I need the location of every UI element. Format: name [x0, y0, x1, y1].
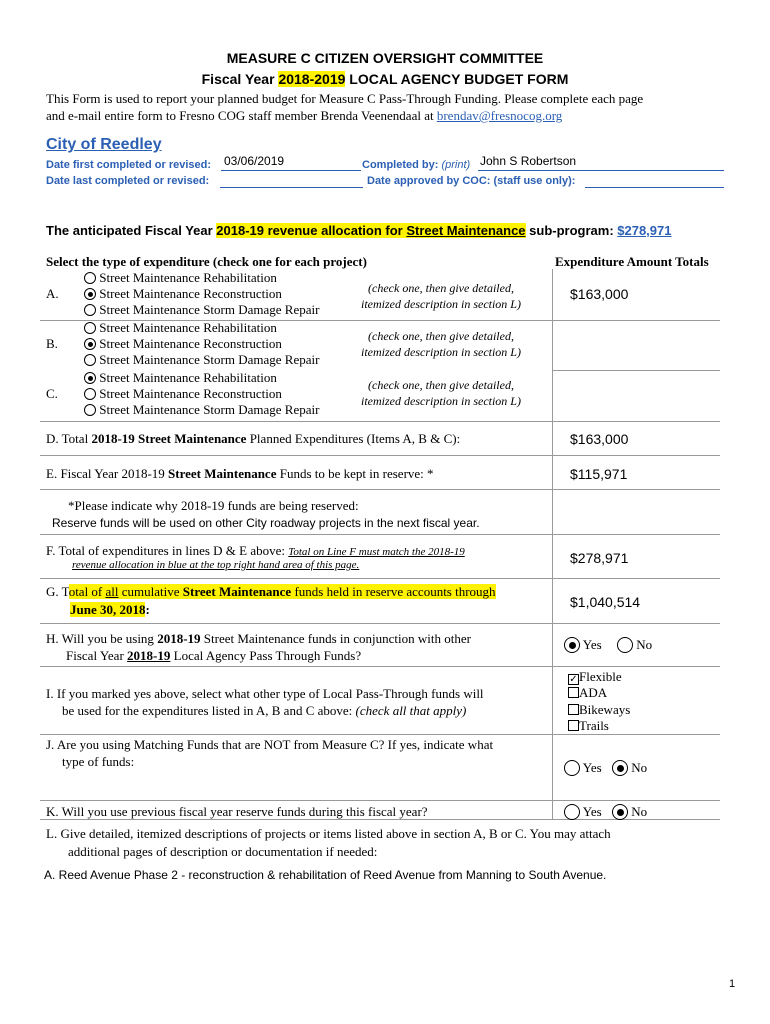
row-h-label: H. Will you be using 2018-19 Street Maintenance funds in conjunction with other Fiscal Year 2018-19 Local Agency Pass Through Funds?	[46, 631, 471, 663]
radio-icon	[84, 354, 96, 366]
row-divider	[40, 455, 720, 456]
select-header: Select the type of expenditure (check one for each project)	[46, 254, 367, 269]
row-k-yes-radio[interactable]: Yes	[564, 804, 602, 820]
date-approved-field[interactable]	[585, 173, 724, 188]
amount-header: Expenditure Amount Totals	[555, 254, 709, 269]
date-approved-label: Date approved by COC: (staff use only):	[367, 175, 576, 187]
row-g-date: June 30, 2018:	[70, 602, 150, 617]
radio-selected-icon	[612, 804, 628, 820]
intro-text: This Form is used to report your planned budget for Measure C Pass-Through Funding. Please complete each page and e-mail entire form to Fresno COG staff member Brenda Veenendaal at brendav@fresnocog.org	[46, 91, 644, 123]
checkbox-icon	[568, 704, 579, 715]
row-j-yes-radio[interactable]: Yes	[564, 760, 602, 776]
row-f-note: revenue allocation in blue at the top right hand area of this page.	[72, 559, 360, 571]
row-b-option-storm[interactable]: Street Maintenance Storm Damage Repair	[84, 352, 319, 368]
email-link[interactable]: brendav@fresnocog.org	[436, 108, 563, 123]
row-a-option-rehab[interactable]: Street Maintenance Rehabilitation	[84, 270, 277, 286]
fund-checkbox-flexible[interactable]: ✓Flexible	[569, 669, 622, 685]
row-b-note: (check one, then give detailed, itemized description in section L)	[361, 329, 521, 359]
row-j-label: J. Are you using Matching Funds that are NOT from Measure C? If yes, indicate what type of funds:	[46, 737, 494, 769]
radio-selected-icon	[612, 760, 628, 776]
revenue-allocation-line: The anticipated Fiscal Year 2018-19 revenue allocation for Street Maintenance sub-program: $278,971	[46, 223, 672, 238]
date-first-label: Date first completed or revised:	[46, 159, 212, 171]
date-last-label: Date last completed or revised:	[46, 175, 210, 187]
form-subtitle: Fiscal Year 2018-2019 LOCAL AGENCY BUDGET FORM	[201, 71, 569, 87]
radio-selected-icon	[564, 637, 580, 653]
checkbox-icon	[568, 687, 579, 698]
row-c-option-recon[interactable]: Street Maintenance Reconstruction	[84, 386, 282, 402]
radio-icon	[84, 304, 96, 316]
row-divider	[40, 800, 720, 801]
fund-checkbox-trails[interactable]: Trails	[568, 718, 609, 734]
row-divider	[40, 489, 720, 490]
row-h-yes-radio[interactable]: Yes	[564, 637, 602, 653]
date-first-field[interactable]: 03/06/2019	[221, 154, 361, 171]
row-divider	[40, 578, 720, 579]
radio-icon	[84, 404, 96, 416]
row-b-label: B.	[46, 336, 58, 351]
row-b-option-rehab[interactable]: Street Maintenance Rehabilitation	[84, 320, 277, 336]
reserve-answer[interactable]: Reserve funds will be used on other City roadway projects in the next fiscal year.	[52, 516, 480, 530]
row-divider	[40, 666, 720, 667]
fund-checkbox-bikeways[interactable]: Bikeways	[568, 702, 630, 718]
amount-b[interactable]	[553, 321, 720, 370]
row-e-label: E. Fiscal Year 2018-19 Street Maintenance Funds to be kept in reserve: *	[46, 466, 434, 481]
row-a-label: A.	[46, 286, 59, 301]
amount-a[interactable]: $163,000	[570, 286, 629, 302]
row-f-label: F. Total of expenditures in lines D & E above: Total on Line F must match the 2018-19	[46, 543, 465, 558]
amount-c[interactable]	[553, 371, 720, 421]
amount-g[interactable]: $1,040,514	[570, 594, 641, 610]
row-j-no-radio[interactable]: No	[612, 760, 647, 776]
checkbox-icon	[568, 720, 579, 731]
row-a-note: (check one, then give detailed, itemized description in section L)	[361, 281, 521, 311]
radio-selected-icon	[84, 288, 96, 300]
radio-selected-icon	[84, 372, 96, 384]
row-c-option-rehab[interactable]: Street Maintenance Rehabilitation	[84, 370, 277, 386]
radio-icon	[84, 322, 96, 334]
row-divider	[40, 534, 720, 535]
row-k-label: K. Will you use previous fiscal year reserve funds during this fiscal year?	[46, 804, 428, 819]
page-number: 1	[729, 978, 736, 990]
section-l-label: L. Give detailed, itemized descriptions of projects or items listed above in section A, B or C. You may attach additional pages of description or documentation if needed:	[46, 826, 611, 859]
row-b-option-recon[interactable]: Street Maintenance Reconstruction	[84, 336, 282, 352]
row-a-option-recon[interactable]: Street Maintenance Reconstruction	[84, 286, 282, 302]
radio-icon	[84, 388, 96, 400]
row-h-no-radio[interactable]: No	[617, 637, 652, 653]
revenue-amount: $278,971	[617, 223, 672, 238]
completed-by-label: Completed by: (print)	[362, 159, 471, 171]
row-divider	[40, 421, 720, 422]
checkbox-checked-icon: ✓	[569, 674, 578, 685]
reserve-question: *Please indicate why 2018-19 funds are being reserved:	[68, 498, 359, 513]
row-c-option-storm[interactable]: Street Maintenance Storm Damage Repair	[84, 402, 319, 418]
amount-f[interactable]: $278,971	[570, 550, 629, 566]
agency-name: City of Reedley	[46, 136, 162, 153]
amount-d[interactable]: $163,000	[570, 431, 629, 447]
fund-checkbox-ada[interactable]: ADA	[568, 685, 607, 701]
row-divider	[40, 623, 720, 624]
form-title: MEASURE C CITIZEN OVERSIGHT COMMITTEE	[226, 50, 544, 66]
row-k-no-radio[interactable]: No	[612, 804, 647, 820]
row-d-label: D. Total 2018-19 Street Maintenance Planned Expenditures (Items A, B & C):	[46, 431, 461, 446]
radio-icon	[564, 760, 580, 776]
radio-selected-icon	[84, 338, 96, 350]
date-last-field[interactable]	[220, 173, 363, 188]
row-a-option-storm[interactable]: Street Maintenance Storm Damage Repair	[84, 302, 319, 318]
completed-by-field[interactable]: John S Robertson	[478, 154, 724, 171]
radio-icon	[617, 637, 633, 653]
radio-icon	[84, 272, 96, 284]
row-c-label: C.	[46, 386, 58, 401]
radio-icon	[564, 804, 580, 820]
section-l-answer[interactable]: A. Reed Avenue Phase 2 - reconstruction & rehabilitation of Reed Avenue from Manning to South Avenue.	[44, 868, 607, 882]
row-i-label: I. If you marked yes above, select what other type of Local Pass-Through funds will be used for the expenditures listed in A, B and C above: (check all that apply)	[46, 686, 484, 718]
amount-e[interactable]: $115,971	[570, 466, 628, 482]
row-g-label: G. Total of all cumulative Street Maintenance funds held in reserve accounts through	[46, 584, 496, 599]
row-divider	[40, 734, 720, 735]
row-c-note: (check one, then give detailed, itemized description in section L)	[361, 378, 521, 408]
